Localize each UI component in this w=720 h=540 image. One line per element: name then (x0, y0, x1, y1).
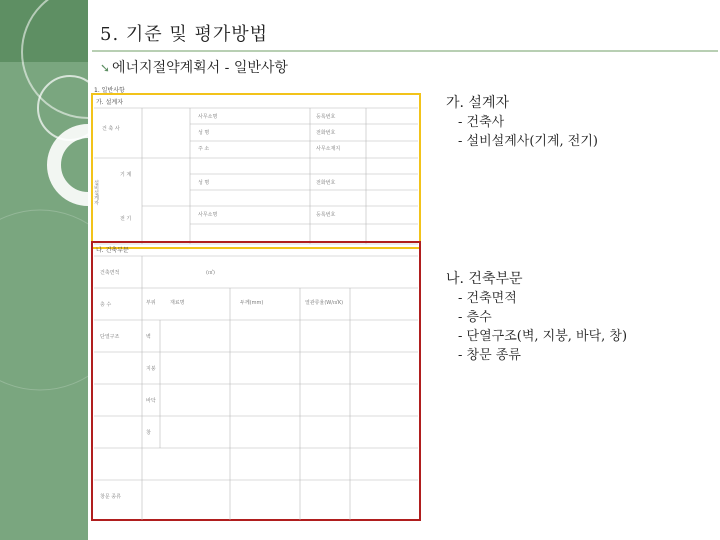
form-part-wall: 벽 (146, 334, 151, 340)
sidebar-decoration (0, 0, 88, 540)
designer-item-architect: - 건축사 (458, 115, 505, 130)
building-description (446, 270, 627, 365)
form-row-window: 창문 종류 (100, 494, 121, 500)
form-row-name-2: 성 명 (198, 180, 210, 186)
building-item-window: - 창문 종류 (458, 348, 521, 363)
form-row-floors: 층 수 (100, 302, 112, 308)
building-item-area: - 건축면적 (458, 291, 517, 306)
form-drawing (90, 84, 422, 522)
designer-description (446, 94, 598, 151)
designer-item-equipment: - 설비설계사(기계, 전기) (458, 134, 598, 149)
building-heading: 나. 건축부문 (446, 271, 523, 287)
form-part-floor: 바닥 (146, 398, 156, 404)
form-row-name: 성 명 (198, 130, 210, 136)
form-row-office: 사무소재지 (316, 146, 341, 152)
form-section-general: 1. 일반사항 (94, 87, 125, 94)
arrow-bullet-icon: ➘ (100, 61, 111, 75)
energy-plan-form-image (90, 84, 422, 522)
form-section-designer: 가. 설계자 (96, 99, 123, 106)
building-item-insulation: - 단열구조(벽, 지붕, 바닥, 창) (458, 329, 628, 344)
building-box-highlight (92, 242, 420, 520)
form-row-mech: 기 계 (120, 172, 132, 178)
form-col-uvalue: 열관류율(W/㎡K) (305, 300, 344, 306)
designer-box-highlight (92, 94, 420, 248)
form-row-total-area: 건축면적 (100, 270, 120, 276)
title-divider (92, 50, 718, 52)
designer-heading: 가. 설계자 (446, 95, 509, 111)
form-part-roof: 지붕 (146, 366, 156, 372)
form-row-license-2: 등록번호 (316, 212, 336, 218)
form-row-tel: 전화번호 (316, 130, 336, 136)
form-unit-area: (㎡) (206, 270, 215, 276)
form-side-text: 설비설계자 (93, 180, 99, 205)
form-row-tel-2: 전화번호 (316, 180, 336, 186)
subtitle-text: 에너지절약계획서 - 일반사항 (112, 60, 288, 76)
building-item-floors: - 층수 (458, 310, 492, 325)
sidebar-circles (0, 0, 88, 540)
form-row-building-designer: 건 축 사 (102, 126, 120, 132)
subtitle-bullet (100, 57, 288, 77)
form-col-part: 부위 (146, 300, 156, 306)
form-part-window: 창 (146, 430, 151, 436)
form-col-material: 재료명 (170, 300, 185, 306)
form-row-firm-2: 사무소명 (198, 212, 218, 218)
form-col-thickness: 두께(mm) (240, 300, 264, 306)
form-row-address: 주 소 (198, 146, 210, 152)
form-row-firm: 사무소명 (198, 114, 218, 120)
form-section-building: 나. 건축부문 (96, 247, 129, 254)
slide-title: 5. 기준 및 평가방법 (100, 24, 269, 45)
form-row-insulation: 단열구조 (100, 334, 120, 340)
form-row-elec: 전 기 (120, 216, 132, 222)
form-row-license: 등록번호 (316, 114, 336, 120)
